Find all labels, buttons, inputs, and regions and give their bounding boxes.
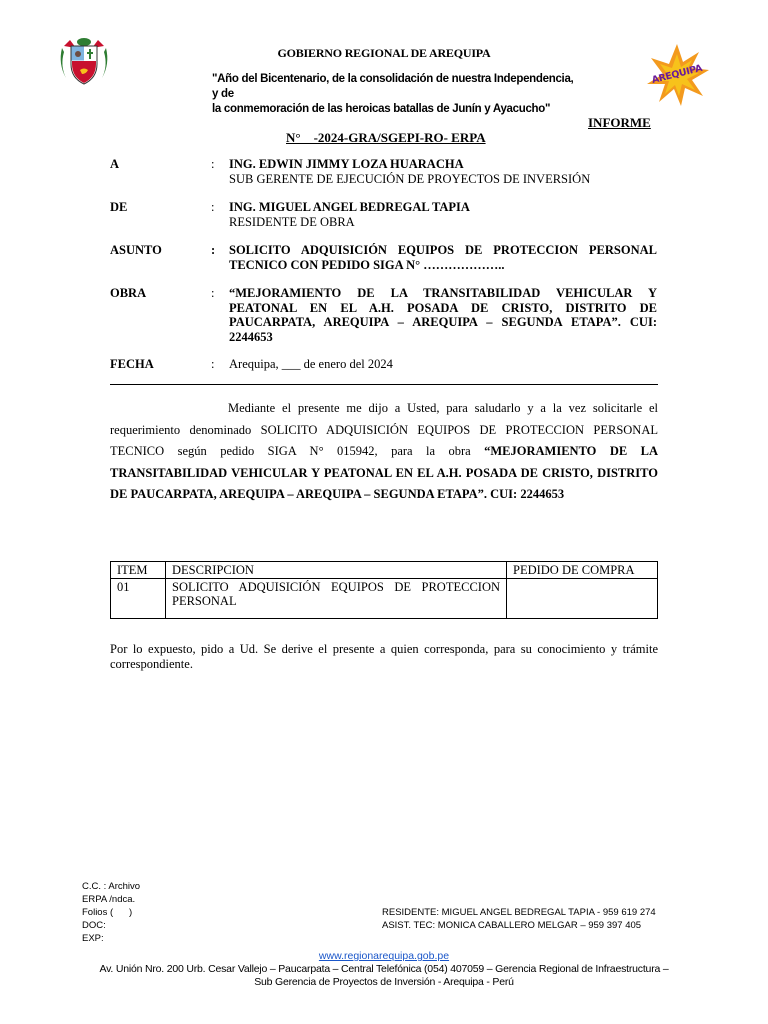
field-de-value [229, 200, 657, 229]
project-line-1: “MEJORAMIENTO DE LA TRANSITABILIDAD VEHICULAR Y [229, 286, 657, 300]
field-fecha-colon: : [211, 357, 215, 371]
body-paragraph [110, 398, 658, 506]
cc-line: C.C. : Archivo [82, 881, 141, 892]
cc-line: ERPA /ndca. [82, 894, 136, 905]
field-obra-value [229, 286, 657, 344]
project-line-4: 2244653 [229, 329, 273, 344]
field-asunto-colon: : [211, 243, 216, 257]
header-descripcion: DESCRIPCION [166, 562, 507, 579]
resident-signature: RESIDENTE: MIGUEL ANGEL BEDREGAL TAPIA - 959 619 274 [382, 907, 656, 918]
cc-line: DOC: [82, 920, 106, 931]
subject-line-2: TECNICO CON PEDIDO SIGA N° ……………….. [229, 257, 505, 272]
field-fecha-label: FECHA [110, 357, 154, 371]
cc-line: Folios ( ) [82, 907, 133, 918]
field-obra-colon: : [211, 286, 215, 300]
field-obra-label: OBRA [110, 286, 147, 300]
table-header-row [111, 562, 658, 579]
field-de-label: DE [110, 200, 128, 214]
recipient-name: ING. EDWIN JIMMY LOZA HUARACHA [229, 157, 464, 171]
field-a-label: A [110, 157, 120, 171]
recipient-position: SUB GERENTE DE EJECUCIÓN DE PROYECTOS DE INVERSIÓN [229, 171, 591, 186]
cc-line: EXP: [82, 933, 104, 944]
assistant-signature: ASIST. TEC: MONICA CABALLERO MELGAR – 959 397 405 [382, 920, 642, 931]
signature-block [382, 906, 656, 932]
body-project-name: “MEJORAMIENTO DE LA TRANSITABILIDAD VEHICULAR Y PEATONAL EN EL A.H. POSADA DE CRISTO, DISTRITO DE PAUCARPATA, AREQUIPA – AREQUIPA – SEGUNDA ETAPA”. CUI: 2244653 [110, 444, 658, 501]
footer-address [0, 963, 768, 989]
org-title: GOBIERNO REGIONAL DE AREQUIPA [277, 46, 491, 60]
field-asunto-label: ASUNTO [110, 243, 162, 257]
footer-address-line-2: Sub Gerencia de Proyectos de Inversión - Arequipa - Perú [254, 976, 514, 988]
field-a-value [229, 157, 657, 186]
field-asunto-value [229, 243, 657, 272]
project-line-3: PAUCARPATA, AREQUIPA – AREQUIPA – SEGUNDA ETAPA”. CUI: [229, 315, 657, 329]
header-pedido: PEDIDO DE COMPRA [507, 562, 658, 579]
motto-line-1: "Año del Bicentenario, de la consolidación de nuestra Independencia, y de [212, 73, 574, 100]
sender-position: RESIDENTE DE OBRA [229, 214, 355, 229]
subject-line-1: SOLICITO ADQUISICIÓN EQUIPOS DE PROTECCION PERSONAL [229, 243, 657, 257]
informe-label: INFORME [588, 115, 651, 130]
project-line-2: PEATONAL EN EL A.H. POSADA DE CRISTO, DISTRITO DE [229, 300, 657, 315]
field-de-colon: : [211, 200, 215, 214]
field-a-colon: : [211, 157, 215, 171]
table-row [111, 579, 658, 619]
cc-block [82, 880, 140, 945]
closing-paragraph: Por lo expuesto, pido a Ud. Se derive el presente a quien corresponda, para su conocimiento y trámite correspondiente. [110, 642, 658, 671]
row-pedido [507, 579, 658, 619]
informe-number: N° -2024-GRA/SGEPI-RO- ERPA [286, 130, 486, 145]
body-intro: Mediante el presente me dijo a Usted, para saludarlo y a la vez solicitarle el requerimiento denominado SOLICITO ADQUISICIÓN EQUIPOS DE PROTECCION PERSONAL TECNICO según pedido SIGA N° 015942, para la obra [110, 401, 658, 458]
sender-name: ING. MIGUEL ANGEL BEDREGAL TAPIA [229, 200, 470, 214]
footer-address-line-1: Av. Unión Nro. 200 Urb. Cesar Vallejo – Paucarpata – Central Telefónica (054) 407059 – Gerencia Regional de Infraestructura – [99, 963, 669, 975]
year-motto [212, 72, 582, 117]
header-divider [110, 384, 658, 385]
date-value: Arequipa, ___ de enero del 2024 [229, 357, 393, 371]
motto-line-2: la conmemoración de las heroicas batallas de Junín y Ayacucho" [212, 103, 551, 115]
arequipa-logo [636, 42, 718, 110]
row-item: 01 [111, 579, 166, 619]
header-item: ITEM [111, 562, 166, 579]
items-table [110, 561, 658, 619]
website-link[interactable]: www.regionarequipa.gob.pe [318, 950, 450, 962]
peru-coat-of-arms-icon [56, 34, 112, 90]
row-descripcion: SOLICITO ADQUISICIÓN EQUIPOS DE PROTECCION PERSONAL [166, 579, 507, 619]
arequipa-logo-text: AREQUIPA [650, 62, 704, 87]
